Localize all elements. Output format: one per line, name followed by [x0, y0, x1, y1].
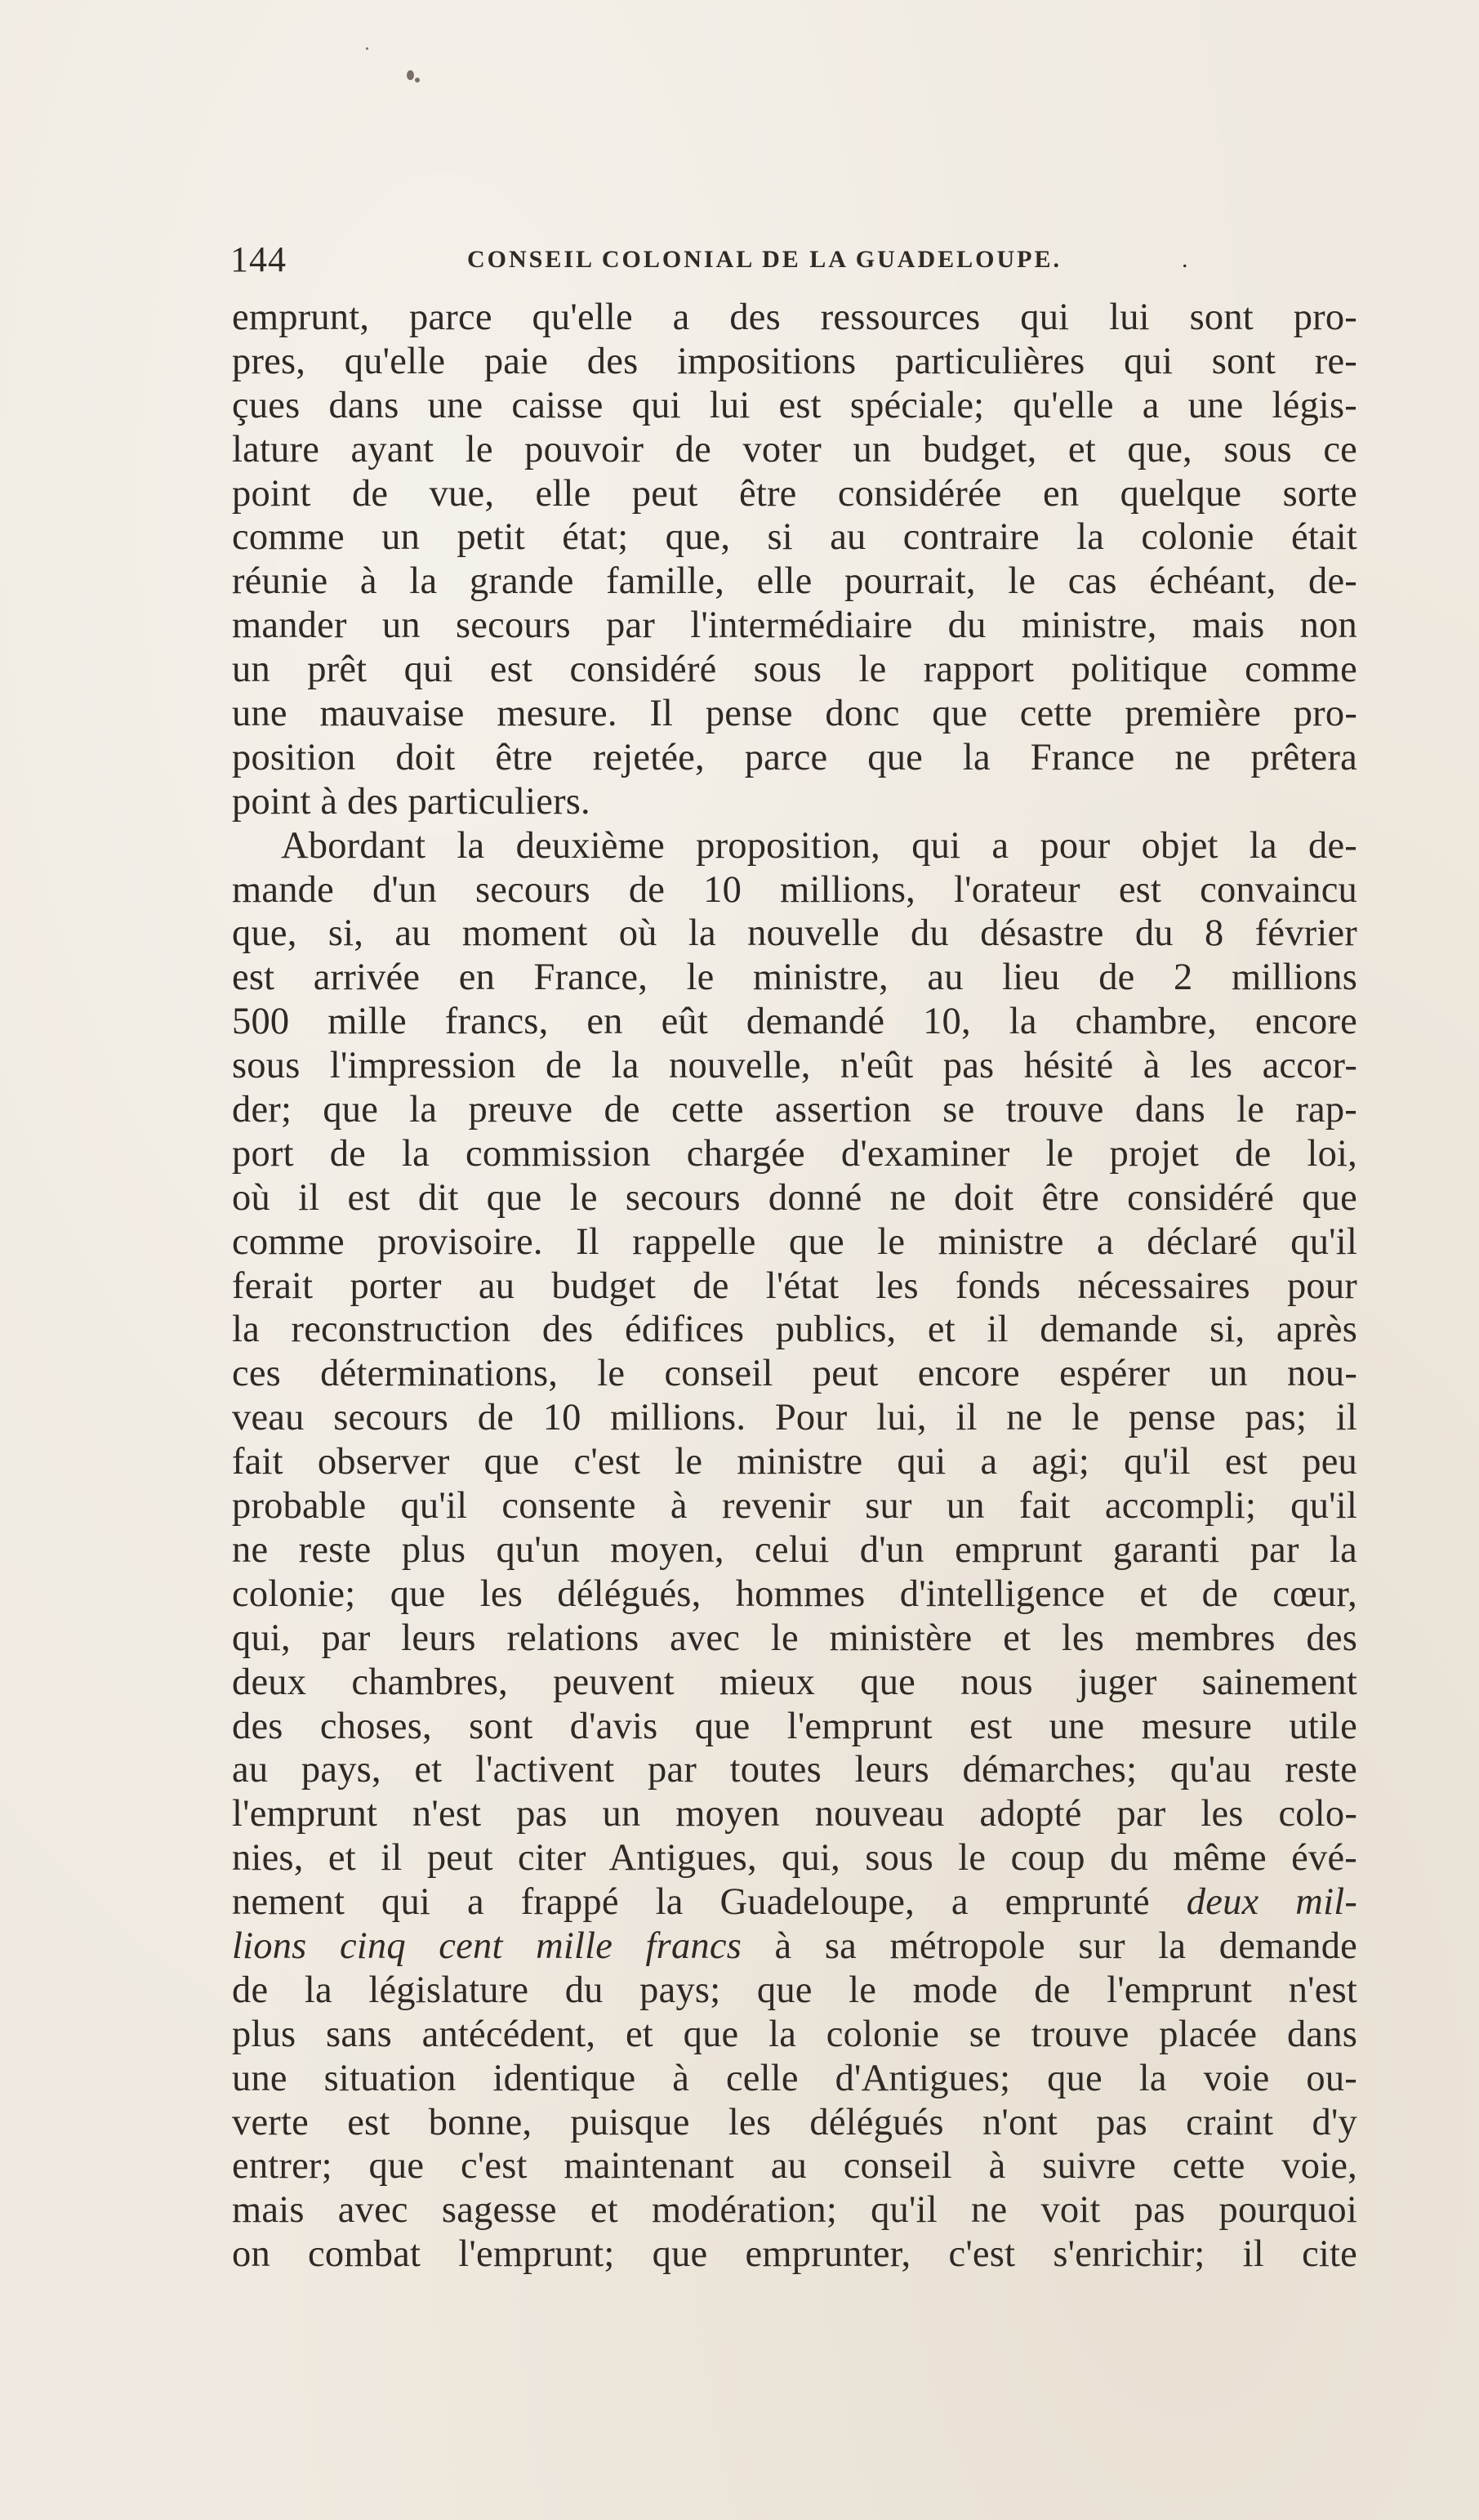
text-line: mande d'un secours de 10 millions, l'orateur est convaincu	[232, 868, 1357, 911]
italic-segment: lions cinq cent mille francs	[232, 1925, 742, 1967]
text-line: que, si, au moment où la nouvelle du désastre du 8 février	[232, 912, 1357, 955]
text-line: l'emprunt n'est pas un moyen nouveau adopté par les colo-	[232, 1793, 1357, 1835]
running-title: CONSEIL COLONIAL DE LA GUADELOUPE.	[467, 246, 1062, 273]
text-line: çues dans une caisse qui lui est spéciale; qu'elle a une légis-	[232, 384, 1357, 426]
text-line: ces déterminations, le conseil peut encore espérer un nou-	[232, 1353, 1357, 1395]
ink-speck	[366, 47, 368, 50]
text-line: une situation identique à celle d'Antigues; que la voie ou-	[232, 2057, 1357, 2099]
text-line: de la législature du pays; que le mode de l'emprunt n'est	[232, 1969, 1357, 2011]
page-number: 144	[230, 239, 287, 279]
text-line: nies, et il peut citer Antigues, qui, sous le coup du même évé-	[232, 1837, 1357, 1880]
italic-segment: deux mil-	[1186, 1881, 1357, 1924]
text-line: plus sans antécédent, et que la colonie se trouve placée dans	[232, 2013, 1357, 2055]
text-line: Abordant la deuxième proposition, qui a pour objet la de-	[281, 824, 1357, 867]
text-line: mander un secours par l'intermédiaire du ministre, mais non	[232, 604, 1357, 647]
text-line: ferait porter au budget de l'état les fonds nécessaires pour	[232, 1264, 1357, 1307]
text-line: veau secours de 10 millions. Pour lui, il ne le pense pas; il	[232, 1397, 1357, 1439]
text-line-mixed	[232, 1925, 1357, 1969]
text-segment: nement qui a frappé la Guadeloupe, a emprunté	[232, 1881, 1150, 1924]
text-line: lature ayant le pouvoir de voter un budget, et que, sous ce	[232, 428, 1357, 471]
text-line: mais avec sagesse et modération; qu'il ne voit pas pourquoi	[232, 2189, 1357, 2232]
text-line: 500 mille francs, en eût demandé 10, la chambre, encore	[232, 1001, 1357, 1043]
text-line: deux chambres, peuvent mieux que nous juger sainement	[232, 1661, 1357, 1703]
text-segment: à sa métropole sur la demande	[774, 1925, 1357, 1967]
text-line: position doit être rejetée, parce que la France ne prêtera	[232, 736, 1357, 778]
text-line: sous l'impression de la nouvelle, n'eût pas hésité à les accor-	[232, 1045, 1357, 1087]
text-line: réunie à la grande famille, elle pourrait, le cas échéant, de-	[232, 560, 1357, 603]
text-line: où il est dit que le secours donné ne doit être considéré que	[232, 1176, 1357, 1219]
text-line: comme un petit état; que, si au contraire la colonie était	[232, 516, 1357, 559]
text-line: colonie; que les délégués, hommes d'intelligence et de cœur,	[232, 1572, 1357, 1615]
text-line: qui, par leurs relations avec le ministère et les membres des	[232, 1617, 1357, 1659]
text-line: un prêt qui est considéré sous le rapport politique comme	[232, 649, 1357, 691]
text-line: on combat l'emprunt; que emprunter, c'est s'enrichir; il cite	[232, 2233, 1357, 2276]
text-line: point à des particuliers.	[232, 780, 590, 823]
text-line: verte est bonne, puisque les délégués n'ont pas craint d'y	[232, 2101, 1357, 2143]
text-line: au pays, et l'activent par toutes leurs démarches; qu'au reste	[232, 1749, 1357, 1791]
text-line: point de vue, elle peut être considérée en quelque sorte	[232, 472, 1357, 515]
body-text	[232, 296, 1357, 2277]
text-line: ne reste plus qu'un moyen, celui d'un emprunt garanti par la	[232, 1528, 1357, 1571]
ink-speck	[407, 70, 414, 80]
text-line: pres, qu'elle paie des impositions particulières qui sont re-	[232, 340, 1357, 382]
text-line: comme provisoire. Il rappelle que le ministre a déclaré qu'il	[232, 1220, 1357, 1263]
text-line: port de la commission chargée d'examiner le projet de loi,	[232, 1132, 1357, 1175]
text-line: probable qu'il consente à revenir sur un fait accompli; qu'il	[232, 1485, 1357, 1528]
running-header	[230, 235, 1365, 284]
text-line: la reconstruction des édifices publics, et il demande si, après	[232, 1309, 1357, 1351]
text-line-mixed	[232, 1880, 1357, 1925]
text-line: fait observer que c'est le ministre qui a agi; qu'il est peu	[232, 1441, 1357, 1483]
text-line: une mauvaise mesure. Il pense donc que cette première pro-	[232, 693, 1357, 735]
text-line: est arrivée en France, le ministre, au lieu de 2 millions	[232, 957, 1357, 999]
header-trailing-mark: .	[1182, 246, 1188, 273]
text-line: emprunt, parce qu'elle a des ressources qui lui sont pro-	[232, 297, 1357, 338]
text-line: der; que la preuve de cette assertion se trouve dans le rap-	[232, 1089, 1357, 1131]
ink-speck	[415, 78, 420, 83]
text-line: entrer; que c'est maintenant au conseil à suivre cette voie,	[232, 2145, 1357, 2188]
text-line: des choses, sont d'avis que l'emprunt est une mesure utile	[232, 1705, 1357, 1747]
